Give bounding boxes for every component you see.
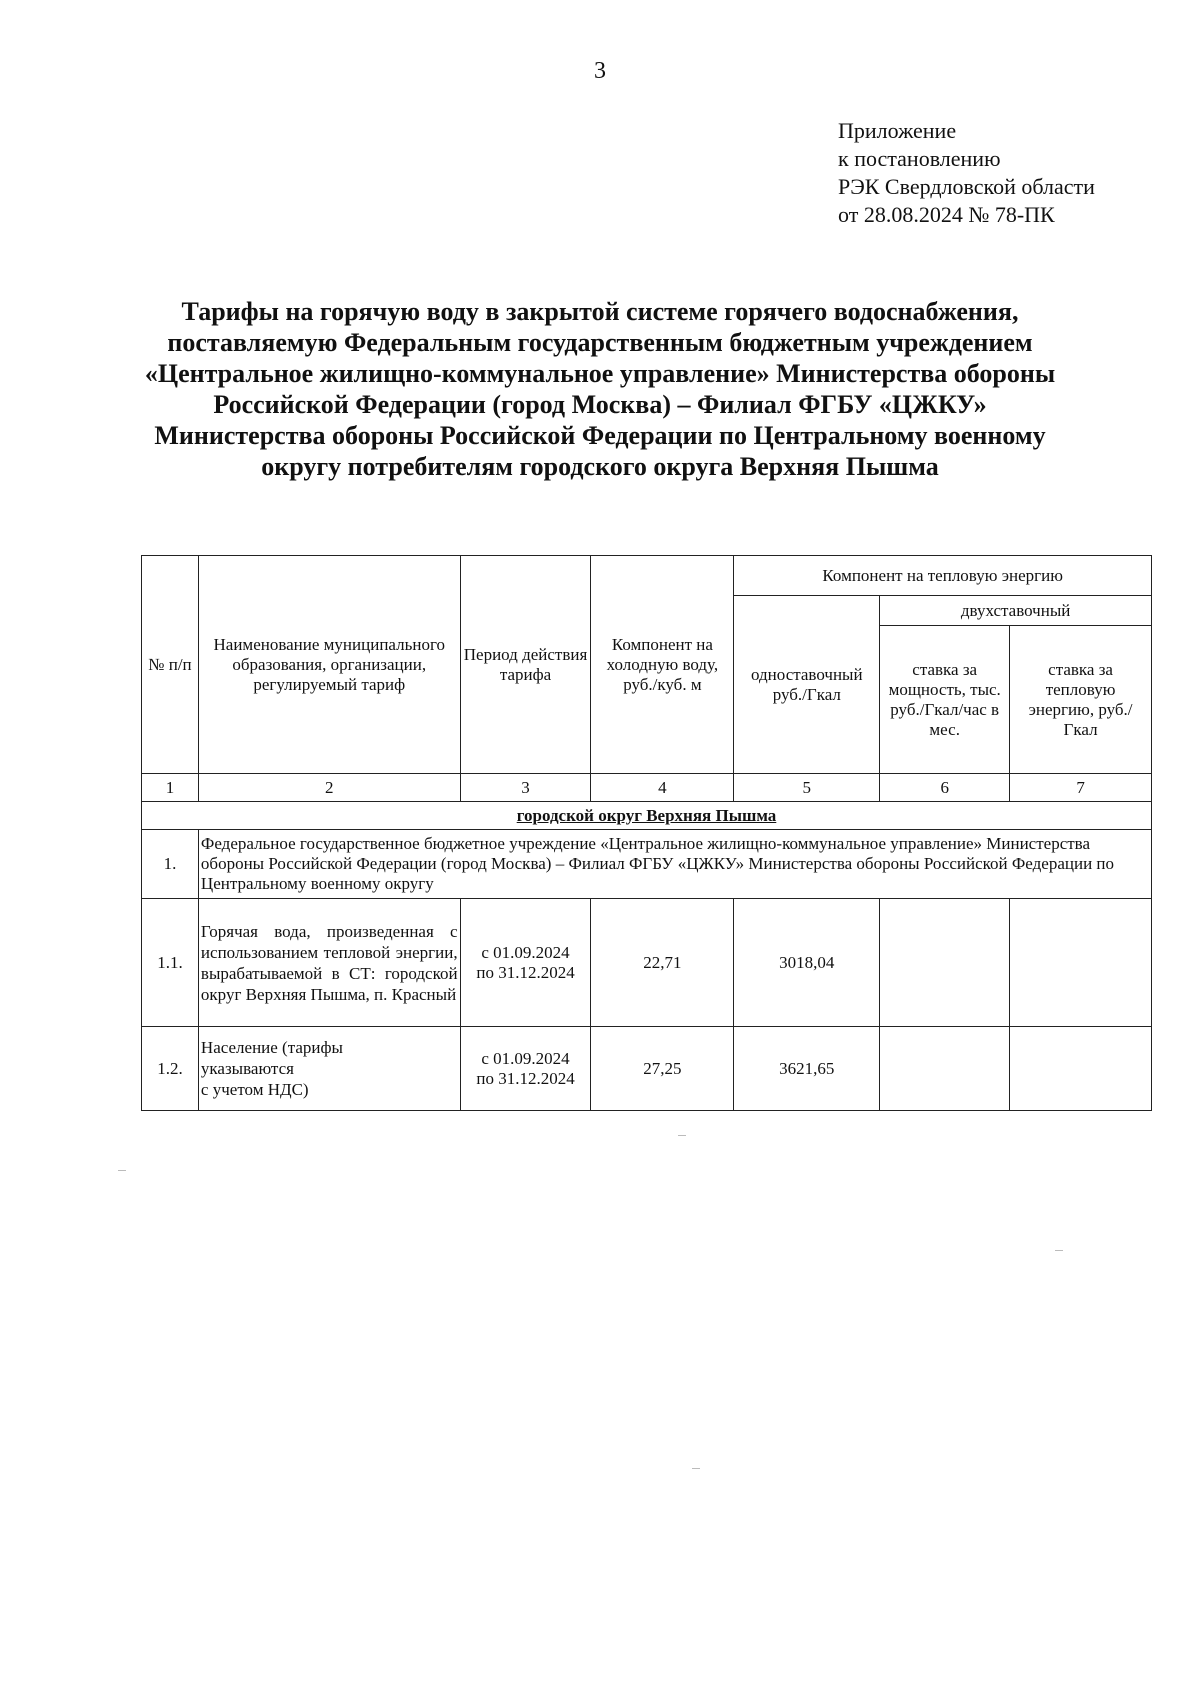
period-to: по 31.12.2024 (476, 962, 575, 982)
service-name-line: с учетом НДС) (200, 1080, 309, 1099)
cold-water-value: 22,71 (591, 899, 734, 1027)
header-row (142, 556, 1152, 596)
document-title (120, 296, 1080, 482)
table-row (142, 1027, 1152, 1111)
period-from: с 01.09.2024 (481, 942, 570, 962)
service-name-line: Население (тарифы (200, 1038, 343, 1057)
title-line: «Центральное жилищно-коммунальное управление» Министерства обороны (144, 359, 1056, 388)
scan-speck (1055, 1250, 1063, 1251)
cold-water-value: 27,25 (591, 1027, 734, 1111)
period-cell (460, 899, 591, 1027)
row-number: 1. (142, 830, 199, 899)
single-rate-value: 3018,04 (734, 899, 880, 1027)
header-num: № п/п (142, 556, 199, 774)
column-number: 2 (198, 774, 460, 802)
organization-row (142, 830, 1152, 899)
title-line: округу потребителям городского округа Верхняя Пышма (261, 452, 939, 481)
column-number: 4 (591, 774, 734, 802)
service-name-line: указываются (200, 1059, 294, 1078)
service-name: Горячая вода, произведенная с использованием тепловой энергии, вырабатываемой в СТ: городской округ Верхняя Пышма, п. Красный (198, 899, 460, 1027)
scan-speck (692, 1468, 700, 1469)
row-number: 1.1. (142, 899, 199, 1027)
title-line: Министерства обороны Российской Федерации по Центральному военному (154, 421, 1046, 450)
row-number: 1.2. (142, 1027, 199, 1111)
district-name: городской округ Верхняя Пышма (142, 802, 1152, 830)
header-single-rate: одноставочный руб./Гкал (734, 596, 880, 774)
period-cell (460, 1027, 591, 1111)
service-name (198, 1027, 460, 1111)
column-number: 7 (1010, 774, 1152, 802)
column-number: 3 (460, 774, 591, 802)
title-line: поставляемую Федеральным государственным бюджетным учреждением (167, 328, 1033, 357)
district-row (142, 802, 1152, 830)
title-line: Тарифы на горячую воду в закрытой системе горячего водоснабжения, (181, 297, 1019, 326)
column-number: 1 (142, 774, 199, 802)
title-line: Российской Федерации (город Москва) – Филиал ФГБУ «ЦЖКУ» (213, 390, 987, 419)
appendix-line: от 28.08.2024 № 78-ПК (838, 202, 1055, 227)
page-number: 3 (594, 58, 606, 84)
appendix-line: РЭК Свердловской области (838, 174, 1095, 199)
column-number: 6 (880, 774, 1010, 802)
header-two-rate: двухставочный (880, 596, 1152, 626)
organization-name: Федеральное государственное бюджетное учреждение «Центральное жилищно-коммунальное управление» Министерства обороны Российской Федерации (город Москва) – Филиал ФГБУ «ЦЖКУ» Министерства обороны Российской Федерации по Центральному военному округу (198, 830, 1151, 899)
header-cold-water: Компонент на холодную воду, руб./куб. м (591, 556, 734, 774)
header-capacity-rate: ставка за мощность, тыс. руб./Гкал/час в мес. (880, 626, 1010, 774)
energy-rate-value (1010, 899, 1152, 1027)
tariff-table (141, 555, 1152, 1111)
energy-rate-value (1010, 1027, 1152, 1111)
appendix-line: Приложение (838, 118, 957, 143)
header-heat-component: Компонент на тепловую энергию (734, 556, 1152, 596)
scan-speck (118, 1170, 126, 1171)
column-number-row (142, 774, 1152, 802)
column-number: 5 (734, 774, 880, 802)
header-name: Наименование муниципального образования, организации, регулируемый тариф (198, 556, 460, 774)
capacity-rate-value (880, 899, 1010, 1027)
scan-speck (678, 1135, 686, 1136)
table-row (142, 899, 1152, 1027)
header-energy-rate: ставка за тепловую энергию, руб./Гкал (1010, 626, 1152, 774)
appendix-line: к постановлению (838, 146, 1001, 171)
period-to: по 31.12.2024 (476, 1068, 575, 1088)
capacity-rate-value (880, 1027, 1010, 1111)
header-period: Период действия тарифа (460, 556, 591, 774)
period-from: с 01.09.2024 (481, 1048, 570, 1068)
single-rate-value: 3621,65 (734, 1027, 880, 1111)
appendix-block (838, 117, 1095, 229)
